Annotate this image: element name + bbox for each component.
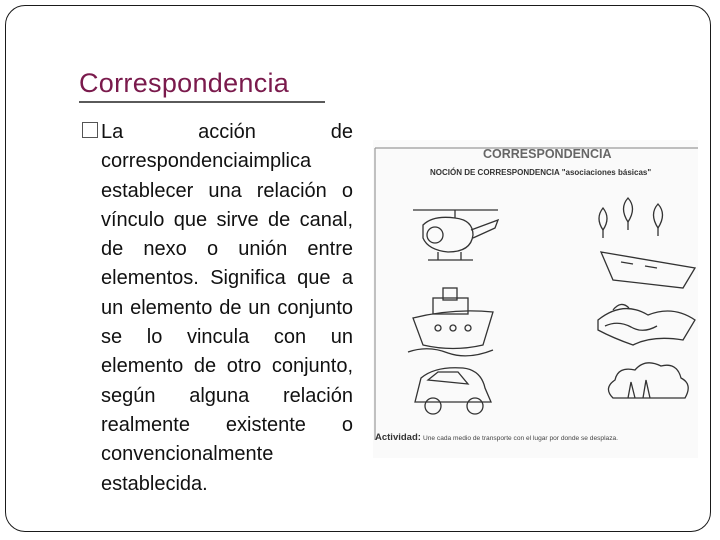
activity-text: Une cada medio de transporte con el lugar por donde se desplaza. xyxy=(423,435,619,442)
worksheet-heading: CORRESPONDENCIA xyxy=(483,147,612,161)
worksheet-image xyxy=(373,140,698,458)
body-text: La acción de correspondenciaimplica establecer una relación o vínculo que sirve de canal, de nexo o unión entre elementos. Significa que a un elemento de un conjunto se lo vincula con un elemento de otro conjunto, según alguna relación realmente existente o convencionalmente establecida. xyxy=(101,121,353,495)
slide-title: Correspondencia xyxy=(79,68,290,98)
bullet-icon xyxy=(82,122,98,138)
worksheet-subheading: NOCIÓN DE CORRESPONDENCIA "asociaciones básicas" xyxy=(430,168,652,177)
title-underline xyxy=(79,101,325,103)
activity-label: Actividad: xyxy=(375,432,421,443)
